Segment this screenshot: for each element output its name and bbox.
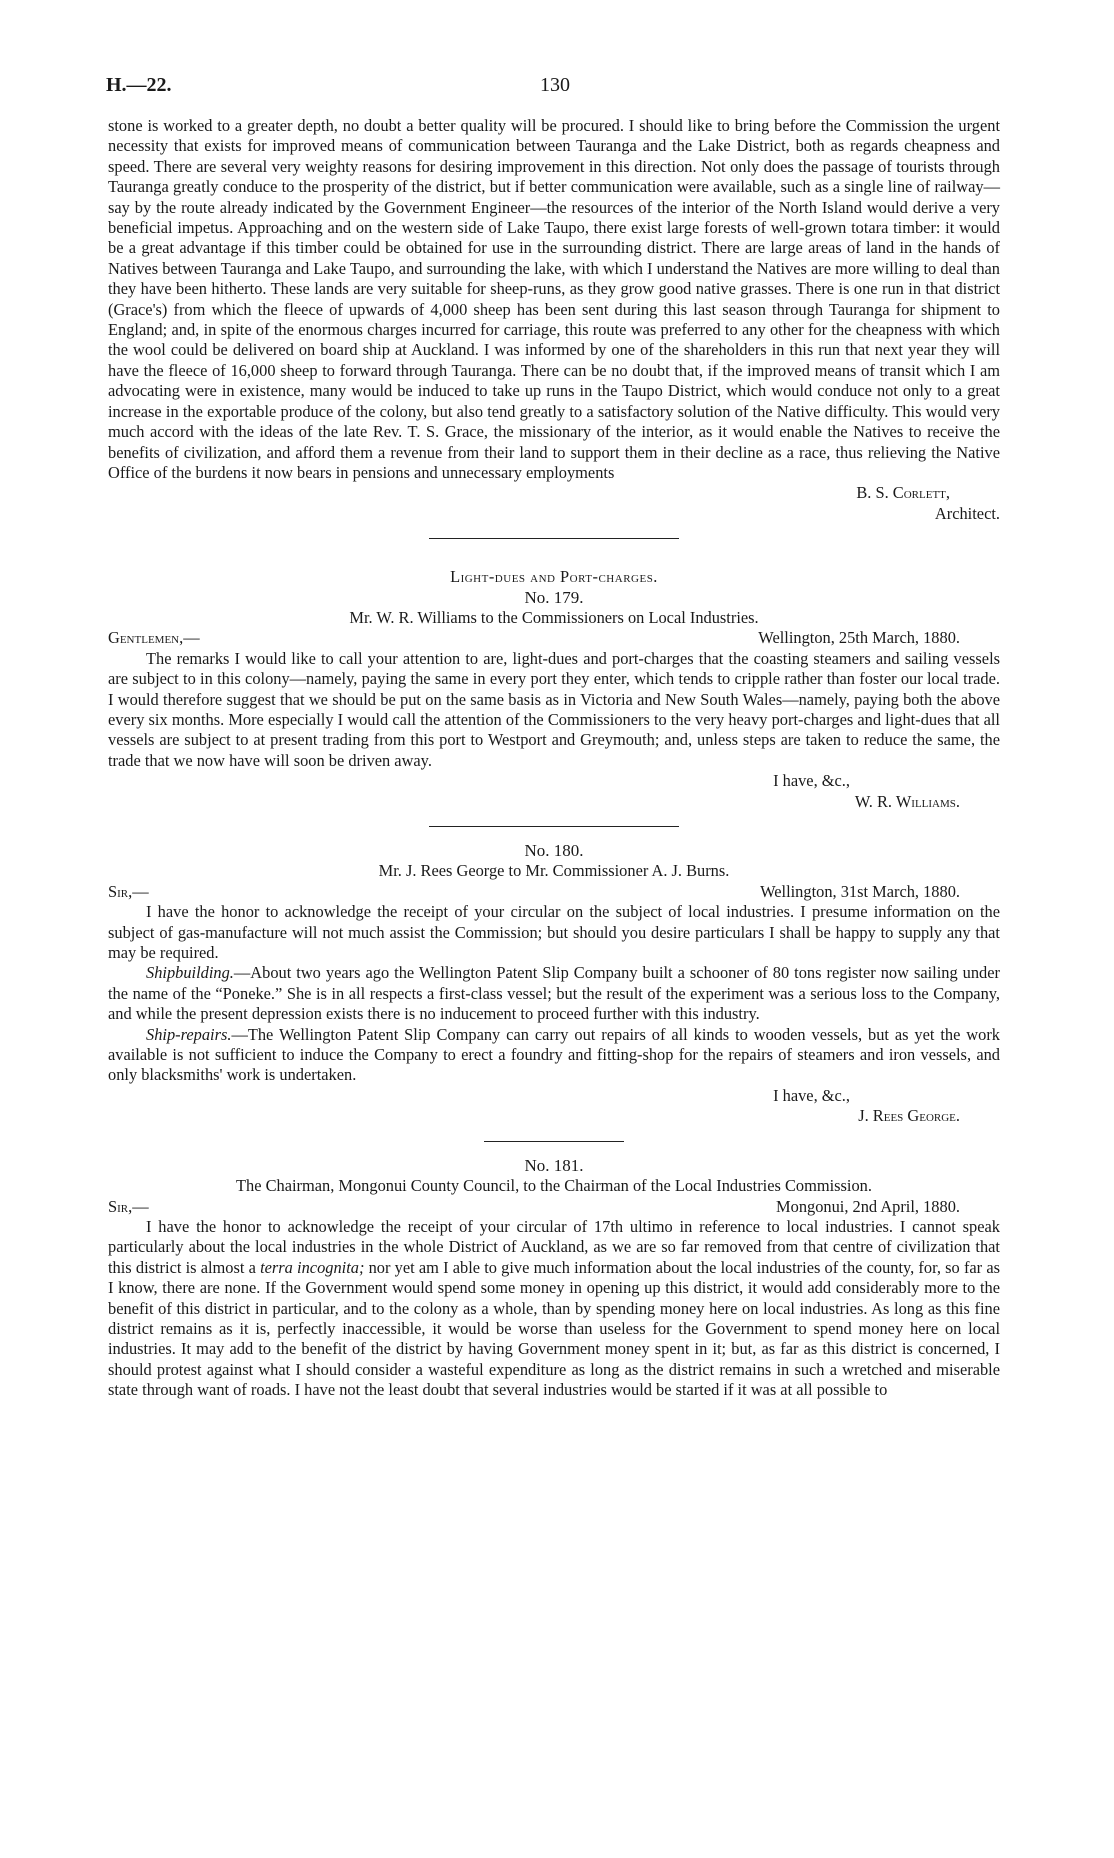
corlett-signature: B. S. Corlett, <box>856 483 950 503</box>
shipbuilding-label: Shipbuilding. <box>146 963 234 983</box>
letter-181-body-italic: terra incognita; <box>260 1257 365 1277</box>
letter-179-salutation: Gentlemen,— <box>108 628 200 648</box>
letter-179-date: Wellington, 25th March, 1880. <box>758 628 960 648</box>
letter-180-closing: I have, &c., <box>773 1085 850 1105</box>
letter-179-body: The remarks I would like to call your attention to are, light-dues and port-charges that the coasting steamers and sailing vessels are subject to in this colony—namely, paying the same in every port they enter, which tends to cripple rather than foster our local trade. I would therefore suggest that we should be put on the same basis as in Victoria and New South Wales—namely, paying both the above every six months. More especially I would call the attention of the Commissioners to the very heavy port-charges and light-dues that all vessels are subject to at present trading from this port to Westport and Greymouth; and, unless steps are taken to reduce the same, the trade that we now have will soon be driven away. <box>108 648 1000 770</box>
page-content <box>108 116 1000 1401</box>
page-header <box>106 74 1004 104</box>
letter-179-salutation-row <box>108 628 1000 648</box>
shiprepairs-text: —The Wellington Patent Slip Company can carry out repairs of all kinds to wooden vessels, but as yet the work available is not sufficient to induce the Company to erect a foundry and fitting-shop for the repairs of steamers and iron vessels, and only blacksmiths' work is undertaken. <box>108 1024 1000 1085</box>
letter-181-date: Mongonui, 2nd April, 1880. <box>776 1196 960 1216</box>
letter-180-signature: J. Rees George. <box>858 1106 960 1126</box>
letter-181-salutation: Sir,— <box>108 1196 149 1216</box>
letter-180-paragraph: I have the honor to acknowledge the receipt of your circular on the subject of local industries. I presume information on the subject of gas-manufacture will not much assist the Commission; but should you desire particulars I shall be happy to supply any that may be required. <box>108 902 1000 963</box>
letter-179-number: No. 179. <box>524 587 584 607</box>
letter-180-number: No. 180. <box>524 841 584 860</box>
document-reference: H.—22. <box>106 74 172 96</box>
letter-180-salutation: Sir,— <box>108 881 149 901</box>
letter-180-date: Wellington, 31st March, 1880. <box>760 881 960 901</box>
section-heading: Light-dues and Port-charges. <box>450 567 658 587</box>
letter-180-shipbuilding-paragraph <box>108 963 1000 1024</box>
letter-181-body-part1: I have the honor to acknowledge the receipt of your circular of 17th ultimo in reference to local industries. I cannot speak particularly about the local industries in the whole District of Auckland, as we are so far removed from that centre of civilization that this district is almost a <box>108 1216 1000 1277</box>
corlett-letter-body: stone is worked to a greater depth, no doubt a better quality will be procured. I should like to bring before the Commission the urgent necessity that exists for improved means of communication between Tauranga and the Lake District, both as regards cheapness and speed. There are several very weighty reasons for desiring improvement in this direction. Not only does the passage of tourists through Tauranga greatly conduce to the prosperity of the district, but if better communication were available, such as a single line of railway—say by the route already indicated by the Government Engineer—the resources of the interior of the North Island would derive a very beneficial impetus. Approaching and on the western side of Lake Taupo, there exist large forests of well-grown totara timber: it would be a great advantage if this timber could be obtained for use in the surrounding district. There are large areas of land in the hands of Natives between Tauranga and Lake Taupo, and surrounding the lake, with which I understand the Natives are more willing to deal than they have been hitherto. These lands are very suitable for sheep-runs, as they grow good native grasses. There is one run in that district (Grace's) from which the fleece of upwards of 4,000 sheep has been sent during this last season through Tauranga for shipment to England; and, in spite of the enormous charges incurred for carriage, this route was preferred to any other for the cheapness with which the wool could be delivered on board ship at Auckland. I was informed by one of the shareholders in this run that next year they will have the fleece of 16,000 sheep to forward through Tauranga. There can be no doubt that, if the improved means of transit which I am advocating were in existence, many would be induced to take up runs in the Taupo District, which would conduce not only to a great increase in the exportable produce of the colony, but also tend greatly to a satisfactory solution of the Native difficulty. This would very much accord with the ideas of the late Rev. T. S. Grace, the missionary of the interior, as it would enable the Natives to receive the benefits of civilization, and afford them a revenue from their land to support them in their decline as a race, thus relieving the Native Office of the burdens it now bears in pensions and unnecessary employments <box>108 116 1000 482</box>
shipbuilding-text: —About two years ago the Wellington Patent Slip Company built a schooner of 80 tons register now sailing under the name of the “Poneke.” She is in all respects a first-class vessel; but the result of the experiment was a serious loss to the Company, and while the present depression exists there is no inducement to proceed further with this industry. <box>108 963 1000 1024</box>
letter-179-header: Mr. W. R. Williams to the Commissioners on Local Industries. <box>349 607 759 627</box>
letter-181-header: The Chairman, Mongonui County Council, to the Chairman of the Local Industries Commission. <box>236 1176 872 1196</box>
letter-179-closing: I have, &c., <box>773 771 850 791</box>
letter-181-body <box>108 1217 1000 1401</box>
letter-181-number: No. 181. <box>524 1155 584 1175</box>
separator-rule <box>429 538 679 539</box>
letter-181-body-part2: nor yet am I able to give much information about the local industries of the county, for, so far as I know, there are none. If the Government would spend some money in opening up this district, it would add considerably more to the benefit of this district in particular, and to the colony as a whole, than by spending money here on local industries. As long as this fine district remains as it is, perfectly inaccessible, it would be worse than useless for the Government to spend money here on local industries. It may add to the benefit of the district by having Government money spent in it; but, as far as this district is concerned, I should protest against what I should consider a wasteful expenditure as long as the district remains in such a wretched and miserable state through want of roads. I have not the least doubt that several industries would be started if it was at all possible to <box>108 1257 1000 1400</box>
shiprepairs-label: Ship-repairs. <box>146 1024 232 1044</box>
letter-180-header: Mr. J. Rees George to Mr. Commissioner A. J. Burns. <box>378 861 730 881</box>
letter-179-signature: W. R. Williams. <box>854 791 960 811</box>
letter-180-shiprepairs-paragraph <box>108 1025 1000 1086</box>
letter-180-salutation-row <box>108 882 1000 902</box>
page-number: 130 <box>540 74 570 96</box>
corlett-title: Architect. <box>934 503 1000 523</box>
letter-181-salutation-row <box>108 1197 1000 1217</box>
